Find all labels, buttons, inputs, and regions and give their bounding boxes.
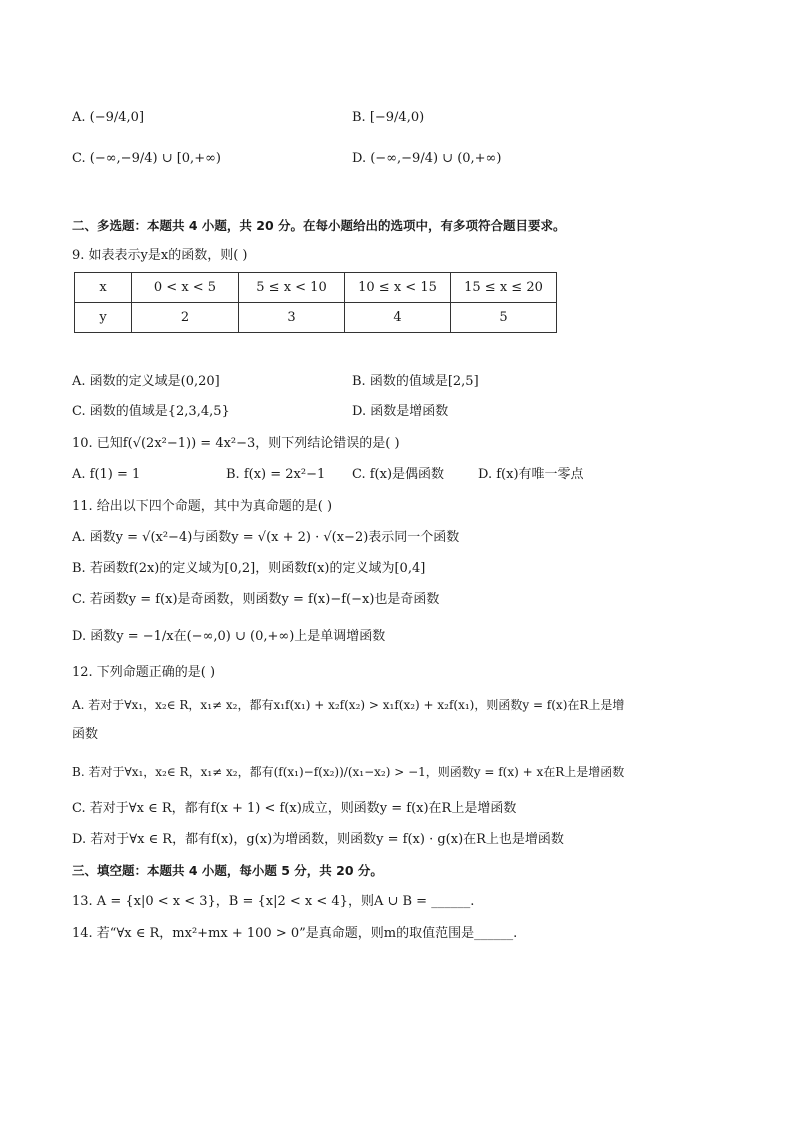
table-cell: x: [75, 273, 132, 303]
q10-option-a: A. f(1) = 1: [72, 467, 141, 482]
q12-stem: 12. 下列命题正确的是( ): [72, 665, 216, 680]
q11-option-d: D. 函数y = −1/x在(−∞,0) ∪ (0,+∞)上是单调增函数: [72, 629, 386, 644]
table-cell: 15 ≤ x ≤ 20: [451, 273, 557, 303]
q9-option-b: B. 函数的值域是[2,5]: [352, 374, 479, 389]
q9-table: [74, 272, 557, 333]
table-cell: 4: [345, 303, 451, 333]
q10-option-d: D. f(x)有唯一零点: [478, 467, 584, 482]
table-cell: 5: [451, 303, 557, 333]
table-cell: 2: [132, 303, 239, 333]
q9-stem: 9. 如表表示y是x的函数，则( ): [72, 248, 248, 263]
q12-option-a: A. 若对于∀x₁，x₂∈ R，x₁≠ x₂，都有x₁f(x₁) + x₂f(x₂) > x₁f(x₂) + x₂f(x₁)，则函数y = f(x)在R上是增: [72, 698, 625, 712]
table-cell: 3: [239, 303, 345, 333]
q14: 14. 若“∀x ∈ R，mx²+mx + 100 > 0”是真命题，则m的取值范围是______.: [72, 926, 518, 941]
q12-option-b: B. 若对于∀x₁，x₂∈ R，x₁≠ x₂，都有(f(x₁)−f(x₂))/(x₁−x₂) > −1，则函数y = f(x) + x在R上是增函数: [72, 765, 625, 779]
q10-stem: 10. 已知f(√(2x²−1)) = 4x²−3，则下列结论错误的是( ): [72, 436, 400, 451]
q9-option-c: C. 函数的值域是{2,3,4,5}: [72, 404, 230, 419]
table-row: [75, 273, 557, 303]
q8-option-a: A. (−9/4,0]: [72, 110, 145, 125]
table-cell: 5 ≤ x < 10: [239, 273, 345, 303]
table-cell: 10 ≤ x < 15: [345, 273, 451, 303]
q8-option-c: C. (−∞,−9/4) ∪ [0,+∞): [72, 151, 221, 166]
table-row: [75, 303, 557, 333]
q10-option-c: C. f(x)是偶函数: [352, 467, 445, 482]
q9-option-a: A. 函数的定义域是(0,20]: [72, 374, 220, 389]
q10-option-b: B. f(x) = 2x²−1: [226, 467, 326, 482]
table-cell: 0 < x < 5: [132, 273, 239, 303]
q8-option-d: D. (−∞,−9/4) ∪ (0,+∞): [352, 151, 502, 166]
section-heading-fill-in: 三、填空题：本题共 4 小题，每小题 5 分，共 20 分。: [72, 863, 383, 878]
q13: 13. A = {x|0 < x < 3}，B = {x|2 < x < 4}，则A ∪ B = ______.: [72, 894, 475, 909]
q12-option-c: C. 若对于∀x ∈ R，都有f(x + 1) < f(x)成立，则函数y = f(x)在R上是增函数: [72, 801, 517, 816]
q8-option-b: B. [−9/4,0): [352, 110, 425, 125]
q11-stem: 11. 给出以下四个命题，其中为真命题的是( ): [72, 499, 333, 514]
section-heading-multiple-choice: 二、多选题：本题共 4 小题，共 20 分。在每小题给出的选项中，有多项符合题目要求。: [72, 218, 566, 233]
q9-option-d: D. 函数是增函数: [352, 404, 449, 419]
q11-option-b: B. 若函数f(2x)的定义域为[0,2]，则函数f(x)的定义域为[0,4]: [72, 561, 426, 576]
q11-option-a: A. 函数y = √(x²−4)与函数y = √(x + 2) · √(x−2)表示同一个函数: [72, 530, 460, 545]
q12-option-d: D. 若对于∀x ∈ R，都有f(x)，g(x)为增函数，则函数y = f(x) · g(x)在R上也是增函数: [72, 832, 564, 847]
q11-option-c: C. 若函数y = f(x)是奇函数，则函数y = f(x)−f(−x)也是奇函数: [72, 592, 440, 607]
q12-option-a-continued: 函数: [72, 727, 99, 742]
table-cell: y: [75, 303, 132, 333]
